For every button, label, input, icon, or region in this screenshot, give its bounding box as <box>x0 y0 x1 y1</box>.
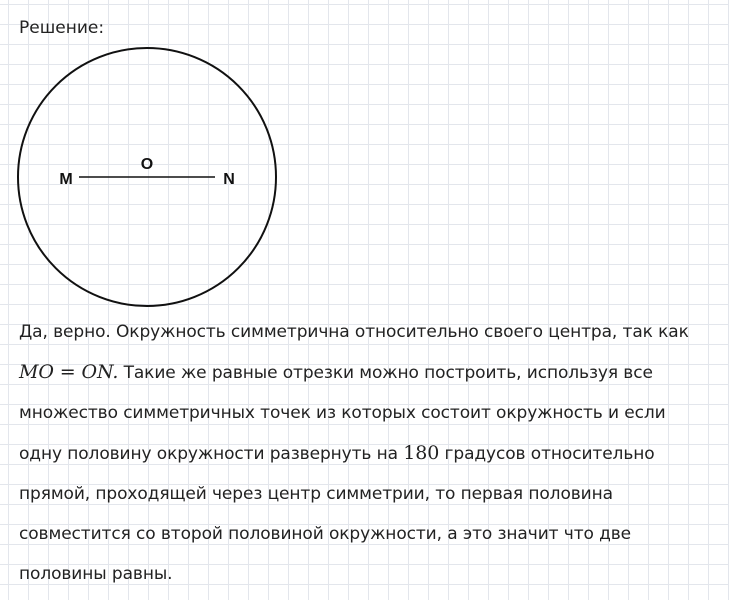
point-m-label: M <box>59 171 73 188</box>
text-line-4-post: градусов относительно <box>439 444 655 464</box>
text-line-5: прямой, проходящей через центр симметрии, то первая половина <box>19 484 613 504</box>
circle-diagram <box>0 0 300 320</box>
text-line-4-pre: одну половину окружности развернуть на <box>19 444 404 464</box>
text-line-2-rest: Такие же равные отрезки можно построить, используя все <box>118 363 653 383</box>
solution-text <box>19 312 719 594</box>
text-line-2 <box>19 352 719 393</box>
point-n-label: N <box>223 171 235 188</box>
solution-heading: Решение: <box>19 18 105 38</box>
math-equation: MO = ON. <box>19 361 119 383</box>
text-line-4 <box>19 433 719 474</box>
angle-number: 180 <box>403 442 440 464</box>
text-line-1: Да, верно. Окружность симметрична относительно своего центра, так как <box>19 322 689 342</box>
point-o-label: O <box>140 156 154 173</box>
text-line-3: множество симметричных точек из которых состоит окружность и если <box>19 403 666 423</box>
text-line-6: совместится со второй половиной окружности, а это значит что две <box>19 524 632 544</box>
text-line-7: половины равны. <box>19 564 173 584</box>
